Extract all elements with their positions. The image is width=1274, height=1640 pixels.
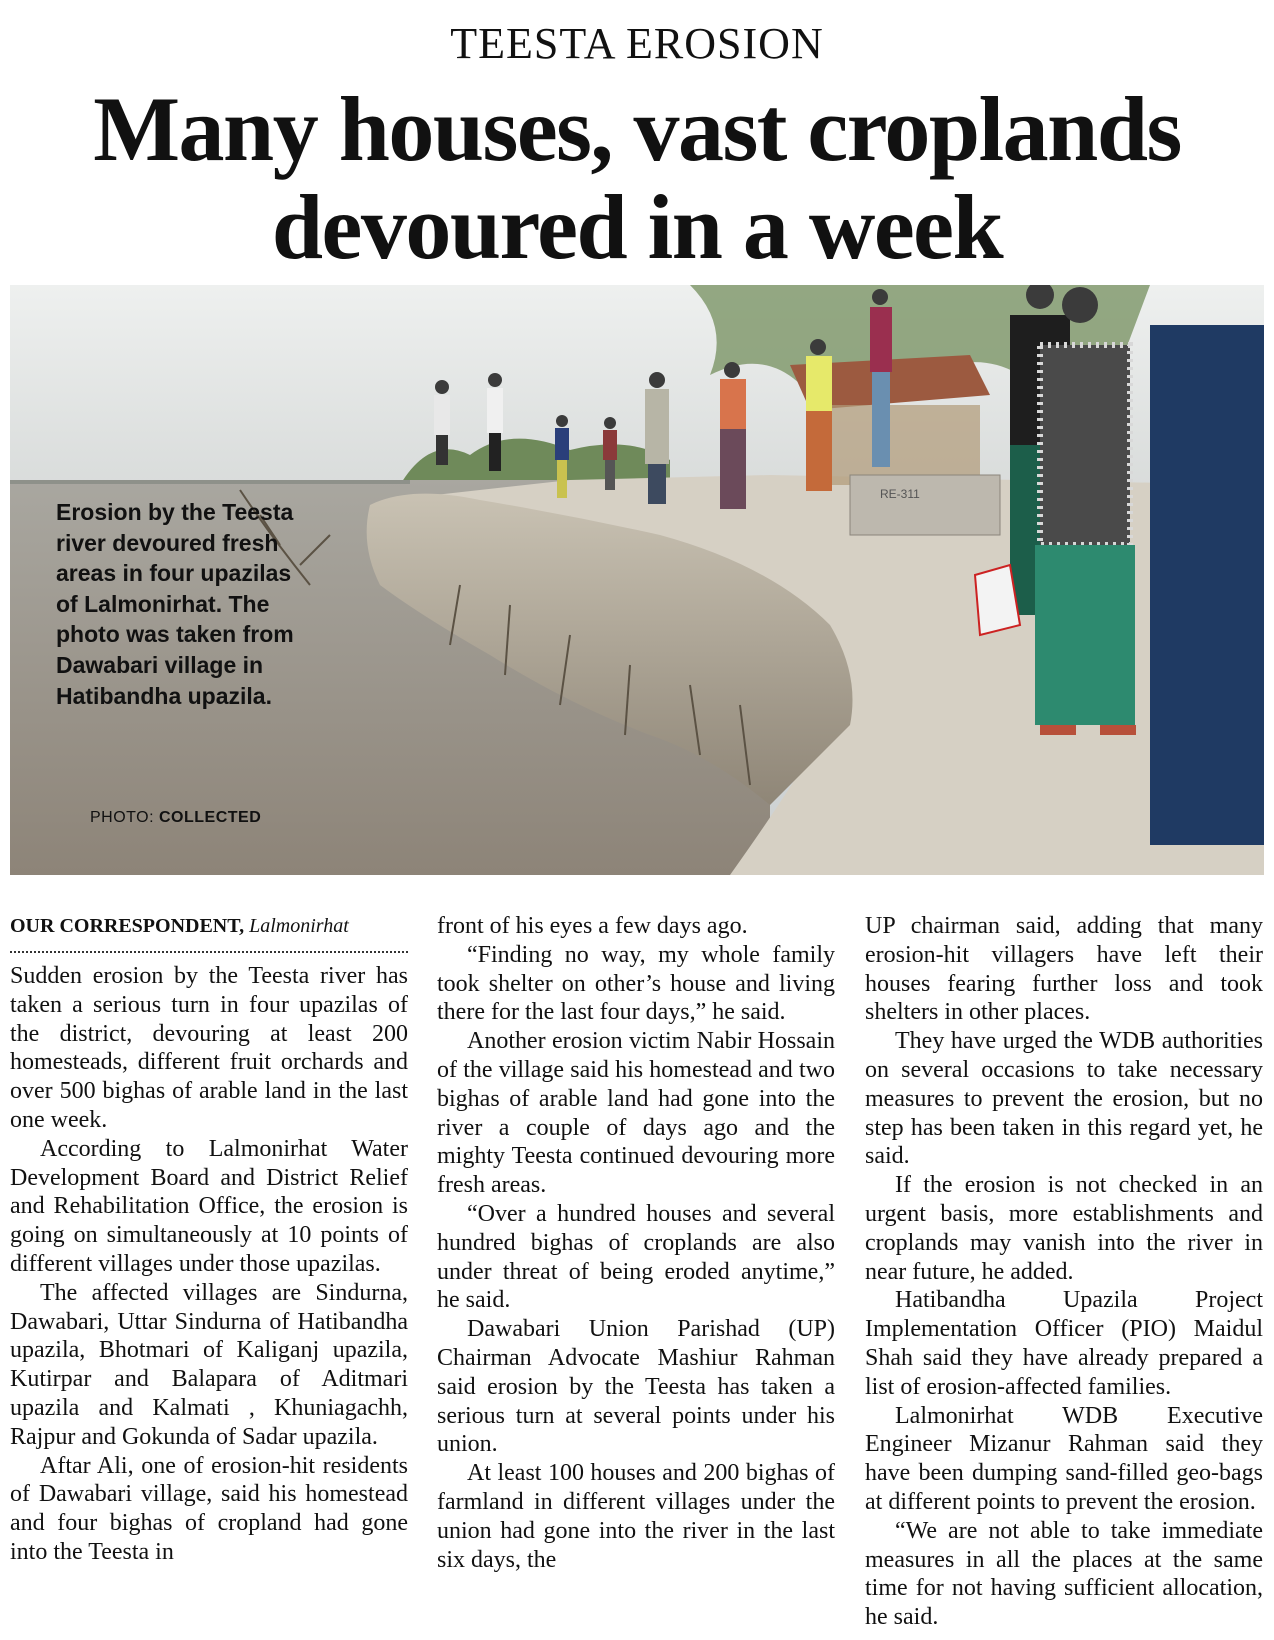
paragraph: They have urged the WDB authorities on several occasions to take necessary measures to prevent the erosion, but no step has been taken in this regard yet, he said. <box>865 1028 1263 1170</box>
paragraph: “Over a hundred houses and several hundred bighas of croplands are also under threat of being eroded anytime,” he said. <box>437 1200 835 1314</box>
photo-caption: Erosion by the Teesta river devoured fresh areas in four upazilas of Lalmonirhat. The photo was taken from Dawabari village in Hatibandha upazila. <box>56 499 294 709</box>
concrete-marker <box>850 475 1000 535</box>
photo-credit-label: PHOTO: <box>90 809 155 826</box>
byline <box>10 913 408 953</box>
paragraph: Aftar Ali, one of erosion-hit residents of Dawabari village, said his homestead and four bighas of cropland had gone into the Teesta in <box>10 1452 408 1565</box>
byline-location: Lalmonirhat <box>249 915 349 937</box>
headline-line-2: devoured in a week <box>271 176 1003 278</box>
paragraph: Another erosion victim Nabir Hossain of the village said his homestead and two bighas of arable land had gone into the river a couple of days ago and the mighty Teesta continued devouring more fresh areas. <box>437 1028 835 1199</box>
paragraph: Sudden erosion by the Teesta river has taken a serious turn in four upazilas of the district, devouring at least 200 homesteads, different fruit orchards and over 500 bighas of arable land in the last one week. <box>10 963 408 1133</box>
far-bank <box>10 480 410 484</box>
paragraph: Dawabari Union Parishad (UP) Chairman Advocate Mashiur Rahman said erosion by the Teesta has taken a serious turn at several points under his union. <box>437 1316 835 1458</box>
paragraph: If the erosion is not checked in an urgent basis, more establishments and croplands may vanish into the river in near future, he added. <box>865 1172 1263 1285</box>
section-kicker: TEESTA EROSION <box>450 19 824 68</box>
article-column-1 <box>10 962 408 1567</box>
news-photo <box>10 285 1264 875</box>
headline <box>0 80 1274 276</box>
paragraph: Hatibandha Upazila Project Implementation Officer (PIO) Maidul Shah said they have already prepared a list of erosion-affected families. <box>865 1287 1263 1400</box>
paragraph: front of his eyes a few days ago. <box>437 913 748 939</box>
paragraph: At least 100 houses and 200 bighas of farmland in different villages under the union had gone into the river in the last six days, the <box>437 1460 835 1573</box>
paragraph: “Finding no way, my whole family took shelter on other’s house and living there for the last four days,” he said. <box>437 941 835 1026</box>
marker-label: RE-311 <box>880 487 920 501</box>
paragraph: UP chairman said, adding that many erosion-hit villagers have left their houses fearing further loss and took shelters in other places. <box>865 913 1263 1026</box>
paragraph: According to Lalmonirhat Water Development Board and District Relief and Rehabilitation Office, the erosion is going on simultaneously at 10 points of different villages under those upazilas. <box>10 1135 408 1277</box>
article-column-3 <box>865 912 1263 1632</box>
paragraph: “We are not able to take immediate measures in all the places at the same time for not having sufficient allocation, he said. <box>865 1517 1263 1631</box>
byline-correspondent: OUR CORRESPONDENT, <box>10 915 245 937</box>
photo-credit <box>90 809 261 827</box>
photo-credit-source: COLLECTED <box>159 809 262 826</box>
hut <box>810 405 980 485</box>
headline-line-1: Many houses, vast croplands <box>93 78 1181 180</box>
paragraph: The affected villages are Sindurna, Dawabari, Uttar Sindurna of Hatibandha upazila, Bhotmari of Kaliganj upazila, Kutirpar and Balapara of Aditmari upazila and Kalmati , Khuniagachh, Rajpur and Gokunda of Sadar upazila. <box>10 1279 408 1450</box>
paragraph: Lalmonirhat WDB Executive Engineer Mizanur Rahman said they have been dumping sand-filled geo-bags at different points to prevent the erosion. <box>865 1402 1263 1515</box>
article-column-2 <box>437 912 835 1574</box>
